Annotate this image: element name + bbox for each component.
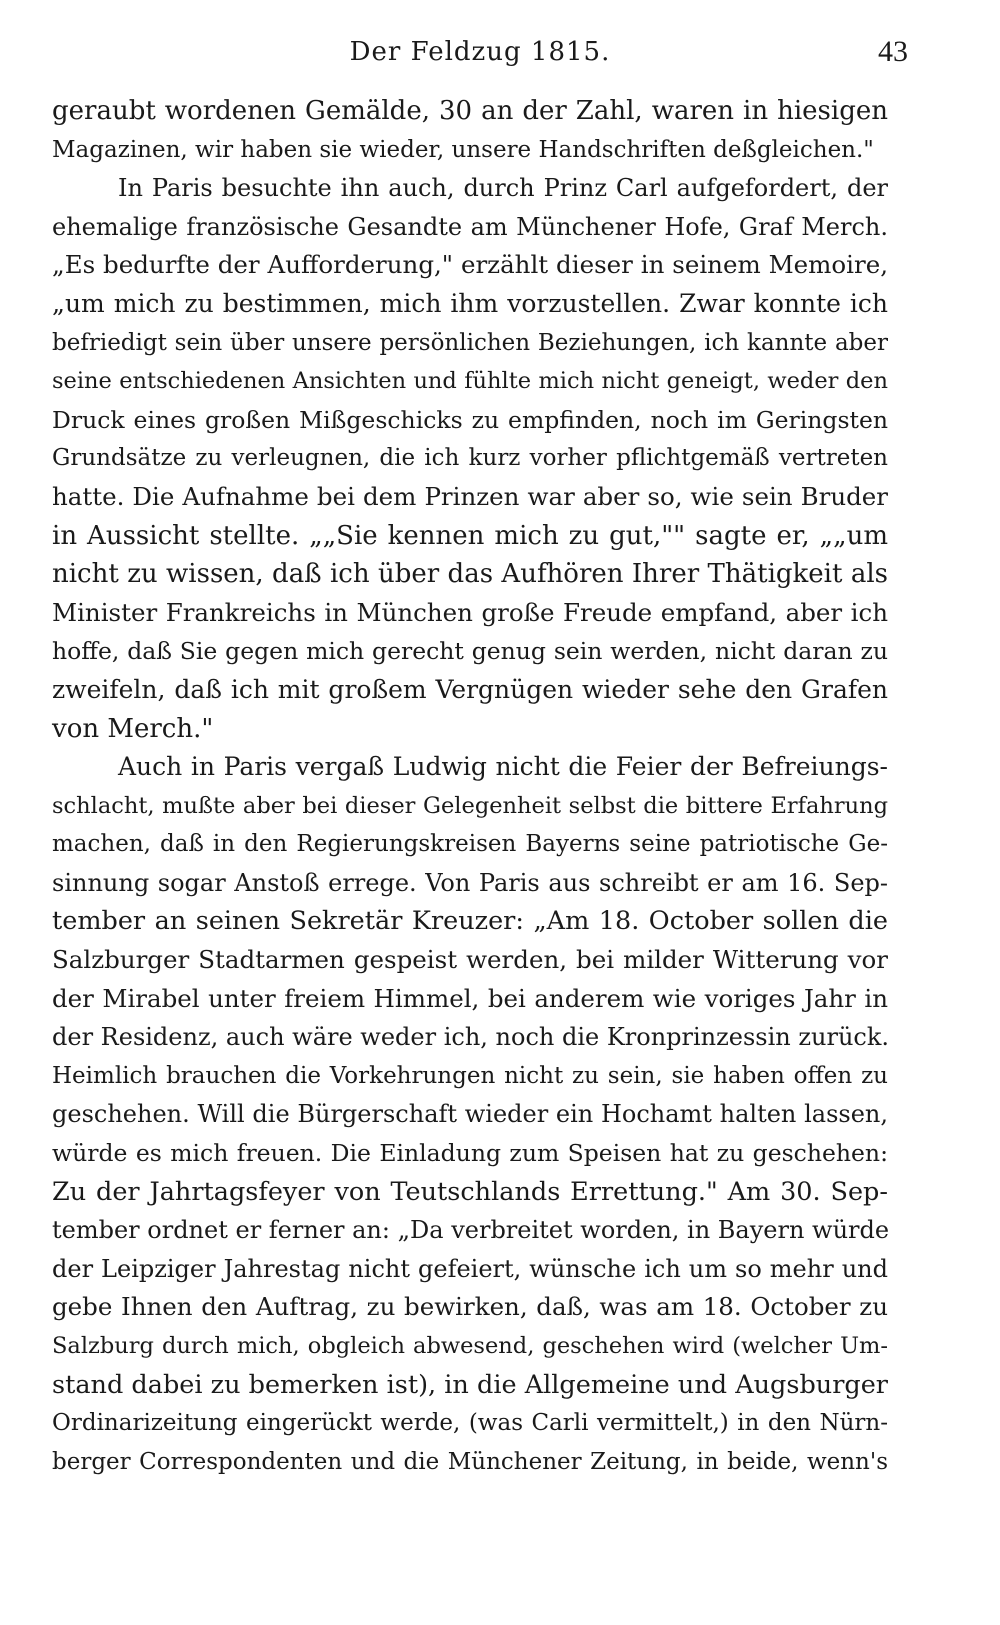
text-line: tember ordnet er ferner an: „Da verbreitet worden, in Bayern würde [52,1216,890,1245]
text-line: schlacht, mußte aber bei dieser Gelegenheit selbst die bittere Erfahrung [52,792,888,819]
body-text [52,92,888,1481]
page-header [52,32,908,72]
page-number: 43 [878,35,908,68]
text-line: berger Correspondenten und die Münchener Zeitung, in beide, wenn's [52,1448,888,1475]
text-line: nicht zu wissen, daß ich über das Aufhören Ihrer Thätigkeit als [52,559,888,590]
running-title: Der Feldzug 1815. [349,37,611,67]
text-line: der Leipziger Jahrestag nicht gefeiert, wünsche ich um so mehr und [52,1254,888,1283]
text-line: Druck eines großen Mißgeschicks zu empfinden, noch im Geringsten [52,405,888,434]
text-line: „Es bedurfte der Aufforderung," erzählt dieser in seinem Memoire, [52,250,888,280]
text-line: geraubt wordenen Gemälde, 30 an der Zahl, waren in hiesigen [52,96,888,126]
text-line: Magazinen, wir haben sie wieder, unsere Handschriften deßgleichen." [52,136,874,163]
text-line: in Aussicht stellte. „„Sie kennen mich zu gut,"" sagte er, „„um [52,520,888,551]
text-line: seine entschiedenen Ansichten und fühlte mich nicht geneigt, weder den [52,368,888,395]
text-line: ehemalige französische Gesandte am Münchener Hofe, Graf Merch. [52,212,888,241]
text-line: der Mirabel unter freiem Himmel, bei anderem wie voriges Jahr in [52,983,888,1013]
text-line: befriedigt sein über unsere persönlichen Beziehungen, ich kannte aber [52,329,888,356]
text-line: würde es mich freuen. Die Einladung zum Speisen hat zu geschehen: [52,1139,888,1168]
text-line: Salzburger Stadtarmen gespeist werden, bei milder Witterung vor [52,945,888,975]
text-line: Heimlich brauchen die Vorkehrungen nicht zu sein, sie haben offen zu [52,1062,888,1089]
text-line: Ordinarizeitung eingerückt werde, (was Carli vermittelt,) in den Nürn- [52,1410,888,1437]
text-line: Zu der Jahrtagsfeyer von Teutschlands Errettung." Am 30. Sep- [52,1176,888,1207]
text-line: Grundsätze zu verleugnen, die ich kurz vorher pflichtgemäß vertreten [52,445,888,472]
text-line: gebe Ihnen den Auftrag, zu bewirken, daß, was am 18. October zu [52,1292,888,1322]
text-line: Auch in Paris vergaß Ludwig nicht die Feier der Befreiungs- [118,752,888,782]
text-line: von Merch." [52,713,214,744]
text-line: In Paris besuchte ihn auch, durch Prinz Carl aufgefordert, der [118,174,888,203]
text-line: Salzburg durch mich, obgleich abwesend, geschehen wird (welcher Um- [52,1333,888,1359]
text-line: hoffe, daß Sie gegen mich gerecht genug sein werden, nicht daran zu [52,637,888,666]
text-line: der Residenz, auch wäre weder ich, noch die Kronprinzessin zurück. [52,1023,890,1052]
text-line: hatte. Die Aufnahme bei dem Prinzen war aber so, wie sein Bruder [52,481,888,511]
text-line: tember an seinen Sekretär Kreuzer: „Am 18. October sollen die [52,906,888,937]
text-line: machen, daß in den Regierungskreisen Bayerns seine patriotische Ge- [52,831,888,858]
text-line: sinnung sogar Anstoß errege. Von Paris aus schreibt er am 16. Sep- [52,868,888,897]
text-line: „um mich zu bestimmen, mich ihm vorzustellen. Zwar konnte ich [52,288,888,318]
text-line: stand dabei zu bemerken ist), in die Allgemeine und Augsburger [52,1369,888,1400]
text-line: Minister Frankreichs in München große Freude empfand, aber ich [52,597,888,627]
text-line: zweifeln, daß ich mit großem Vergnügen wieder sehe den Grafen [52,674,888,704]
text-line: geschehen. Will die Bürgerschaft wieder ein Hochamt halten lassen, [52,1100,888,1129]
